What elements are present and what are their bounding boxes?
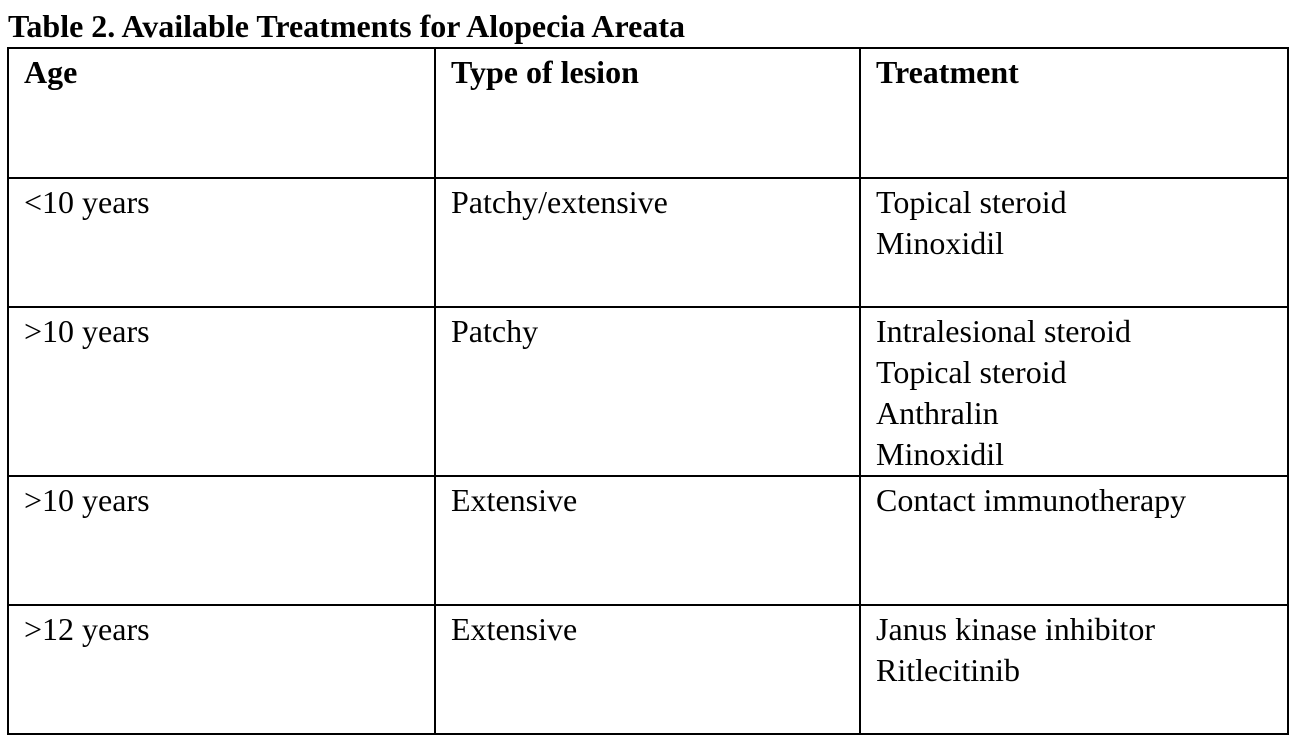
treatment-item: Minoxidil xyxy=(876,225,1005,261)
lesion-type-cell: Patchy/extensive xyxy=(435,178,860,307)
treatment-item: Anthralin xyxy=(876,395,999,431)
treatments-table xyxy=(7,47,1289,735)
column-header-type-of-lesion: Type of lesion xyxy=(435,48,860,178)
treatment-item: Janus kinase inhibitor xyxy=(876,611,1156,647)
treatment-item: Topical steroid xyxy=(876,354,1067,390)
column-header-treatment: Treatment xyxy=(860,48,1288,178)
treatment-cell xyxy=(860,476,1288,605)
lesion-type-cell: Patchy xyxy=(435,307,860,476)
table-row xyxy=(8,178,1288,307)
treatment-item: Minoxidil xyxy=(876,436,1005,472)
table-caption: Table 2. Available Treatments for Alopecia Areata xyxy=(8,8,686,44)
age-cell: <10 years xyxy=(8,178,435,307)
treatment-item: Contact immunotherapy xyxy=(876,482,1187,518)
table-row xyxy=(8,476,1288,605)
age-cell: >10 years xyxy=(8,307,435,476)
treatment-cell xyxy=(860,178,1288,307)
table-row xyxy=(8,605,1288,734)
treatment-cell xyxy=(860,605,1288,734)
lesion-type-cell: Extensive xyxy=(435,476,860,605)
lesion-type-cell: Extensive xyxy=(435,605,860,734)
age-cell: >12 years xyxy=(8,605,435,734)
column-header-age: Age xyxy=(8,48,435,178)
age-cell: >10 years xyxy=(8,476,435,605)
table-row xyxy=(8,307,1288,476)
treatment-item: Intralesional steroid xyxy=(876,313,1132,349)
table-header-row xyxy=(8,48,1288,178)
treatment-cell xyxy=(860,307,1288,476)
treatment-item: Ritlecitinib xyxy=(876,652,1020,688)
treatment-item: Topical steroid xyxy=(876,184,1067,220)
